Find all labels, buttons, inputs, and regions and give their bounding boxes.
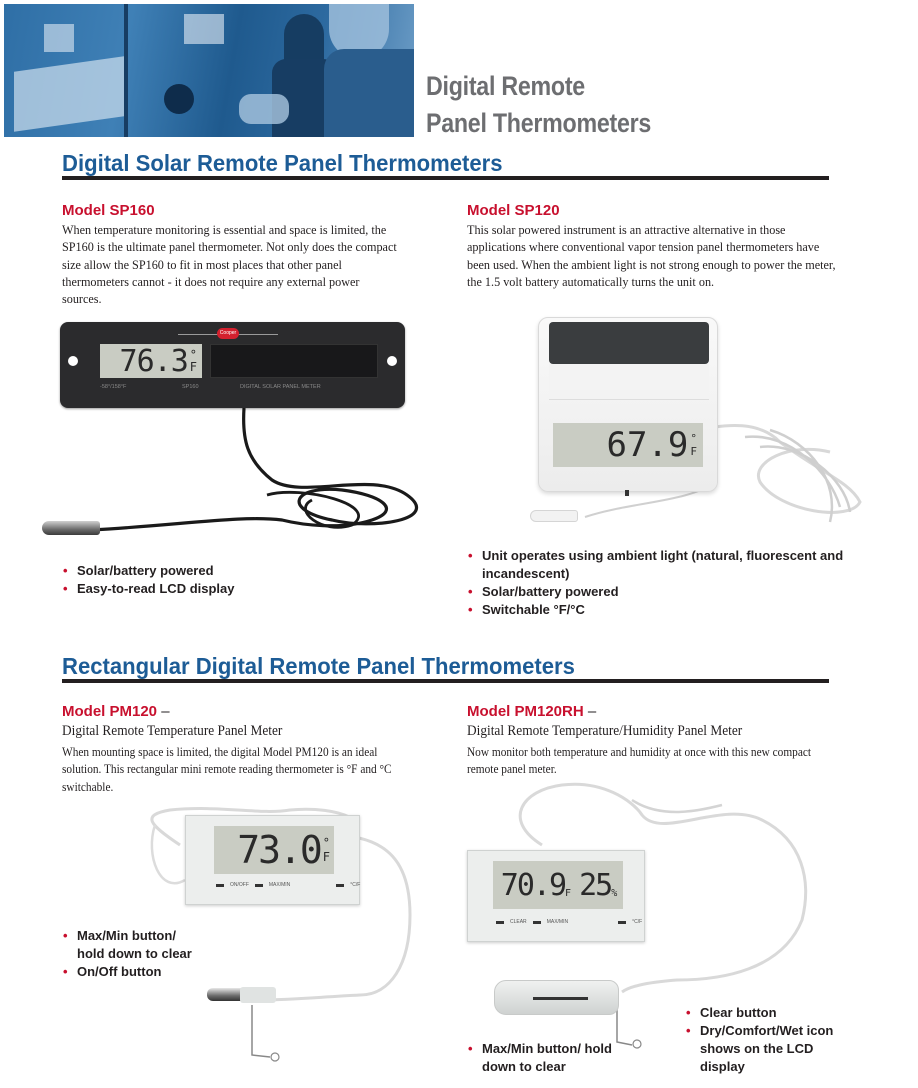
button-label: CLEAR	[510, 919, 527, 925]
model-heading-sp120: Model SP120	[467, 202, 560, 219]
button-row	[496, 919, 642, 925]
sp160-product-image	[42, 320, 447, 555]
lcd-degree: °	[189, 348, 196, 362]
model-description-sp160: When temperature monitoring is essential and space is limited, the SP160 is the ultimate panel thermometer. Not only does the compact size allow the SP160 to fit in most places that other panel thermometers cannot - it does not require any external power sources.	[62, 223, 397, 307]
button-row	[216, 882, 360, 888]
feature-item: • Clear button	[685, 1004, 835, 1022]
solar-cell	[549, 322, 709, 364]
maxmin-button[interactable]	[255, 884, 263, 887]
unit-toggle-button[interactable]	[336, 884, 344, 887]
page-title-line-2: Panel Thermometers	[426, 108, 652, 138]
feature-item: • On/Off button	[62, 963, 262, 981]
lcd-reading: 67.9	[606, 425, 689, 465]
lcd-reading: 73.0	[237, 828, 321, 872]
feature-list-pm120rh-right	[685, 1004, 835, 1076]
lcd-unit: F	[690, 445, 697, 458]
model-description-sp120: This solar powered instrument is an attractive alternative in those applications where conventional vapor tension panel thermometers have been used. When the ambient light is not strong enough to power the meter, the 1.5 volt battery automatically turns the unit on.	[467, 223, 836, 289]
button-label: °C/F	[350, 882, 361, 888]
pm120-lcd	[214, 826, 334, 874]
page-title-line-1: Digital Remote	[426, 71, 585, 101]
feature-list-sp160	[62, 562, 422, 598]
dash: –	[583, 703, 597, 720]
pm120rh-lcd	[493, 861, 623, 909]
model-description-pm120: When mounting space is limited, the digital Model PM120 is an ideal solution. This rectangular mini remote reading thermometer is °F and °C switchable.	[62, 745, 392, 794]
model-subtitle-pm120rh: Digital Remote Temperature/Humidity Panel Meter	[467, 723, 743, 739]
button-label: MAX/MIN	[268, 882, 291, 888]
pm120rh-housing	[467, 850, 645, 942]
model-description-pm120rh: Now monitor both temperature and humidity at once with this new compact remote panel meter.	[467, 745, 812, 777]
mount-hole-icon	[68, 356, 78, 366]
unit-switch	[625, 490, 629, 496]
model-name: Model PM120RH	[467, 703, 584, 720]
section-title-solar: Digital Solar Remote Panel Thermometers	[62, 150, 503, 176]
button-label: MAX/MIN	[546, 919, 569, 925]
maxmin-button[interactable]	[533, 921, 541, 924]
sensor-vent	[533, 997, 588, 1000]
button-label: °C/F	[632, 919, 643, 925]
clear-button[interactable]	[496, 921, 504, 924]
panel-label: DIGITAL SOLAR PANEL METER	[240, 384, 321, 390]
feature-item: • Dry/Comfort/Wet icon shows on the LCD display	[685, 1022, 835, 1076]
feature-item: • Solar/battery powered	[62, 562, 422, 580]
lcd-unit: F	[189, 360, 196, 374]
model-label: SP160	[182, 384, 199, 390]
sp120-probe	[530, 510, 578, 522]
feature-item: • Max/Min button/ hold down to clear	[467, 1040, 617, 1076]
hero-photo	[4, 4, 414, 137]
mount-hole-icon	[387, 356, 397, 366]
feature-item: • Switchable °F/°C	[467, 601, 847, 619]
lcd-degree: °	[322, 836, 328, 850]
button-label: ON/OFF	[230, 882, 249, 888]
lcd-degree: °	[690, 432, 697, 445]
lcd-humidity: 25	[579, 867, 612, 903]
lcd-reading: 76.3	[119, 343, 188, 379]
feature-list-pm120	[62, 927, 262, 981]
probe-sleeve	[240, 987, 276, 1003]
sp160-housing	[60, 322, 405, 408]
sp160-lcd	[100, 344, 202, 378]
feature-item: • Solar/battery powered	[467, 583, 847, 601]
section-title-rectangular: Rectangular Digital Remote Panel Thermometers	[62, 653, 575, 679]
sp160-probe	[42, 521, 100, 535]
lcd-temperature: 70.9	[500, 867, 566, 903]
page-title	[426, 68, 651, 142]
feature-item: • Easy-to-read LCD display	[62, 580, 422, 598]
unit-toggle-button[interactable]	[618, 921, 626, 924]
model-heading-sp160: Model SP160	[62, 202, 155, 219]
humidity-sensor-probe	[494, 980, 619, 1015]
dash: –	[157, 703, 170, 720]
pm120-probe	[207, 988, 242, 1001]
lcd-unit: F	[322, 850, 328, 864]
model-name: Model PM120	[62, 703, 158, 720]
model-subtitle-pm120: Digital Remote Temperature Panel Meter	[62, 723, 283, 739]
brand-badge: Cooper	[217, 328, 239, 339]
sp120-product-image	[530, 312, 870, 537]
feature-list-sp120	[467, 547, 847, 619]
section-divider	[62, 176, 829, 180]
model-heading-pm120	[62, 703, 170, 720]
feature-item: • Unit operates using ambient light (natural, fluorescent and incandescent)	[467, 547, 847, 583]
model-heading-pm120rh	[467, 703, 596, 720]
feature-list-pm120rh-left	[467, 1040, 617, 1076]
solar-cell	[210, 344, 378, 378]
section-divider	[62, 679, 829, 683]
lcd-humidity-unit: %	[611, 888, 616, 899]
sp120-housing	[538, 317, 718, 492]
range-label: -58°/158°F	[100, 384, 127, 390]
lcd-temp-unit: F	[565, 888, 570, 899]
onoff-button[interactable]	[216, 884, 224, 887]
sp120-lcd	[553, 423, 703, 467]
pm120-housing	[185, 815, 360, 905]
feature-item: • Max/Min button/ hold down to clear	[62, 927, 202, 963]
